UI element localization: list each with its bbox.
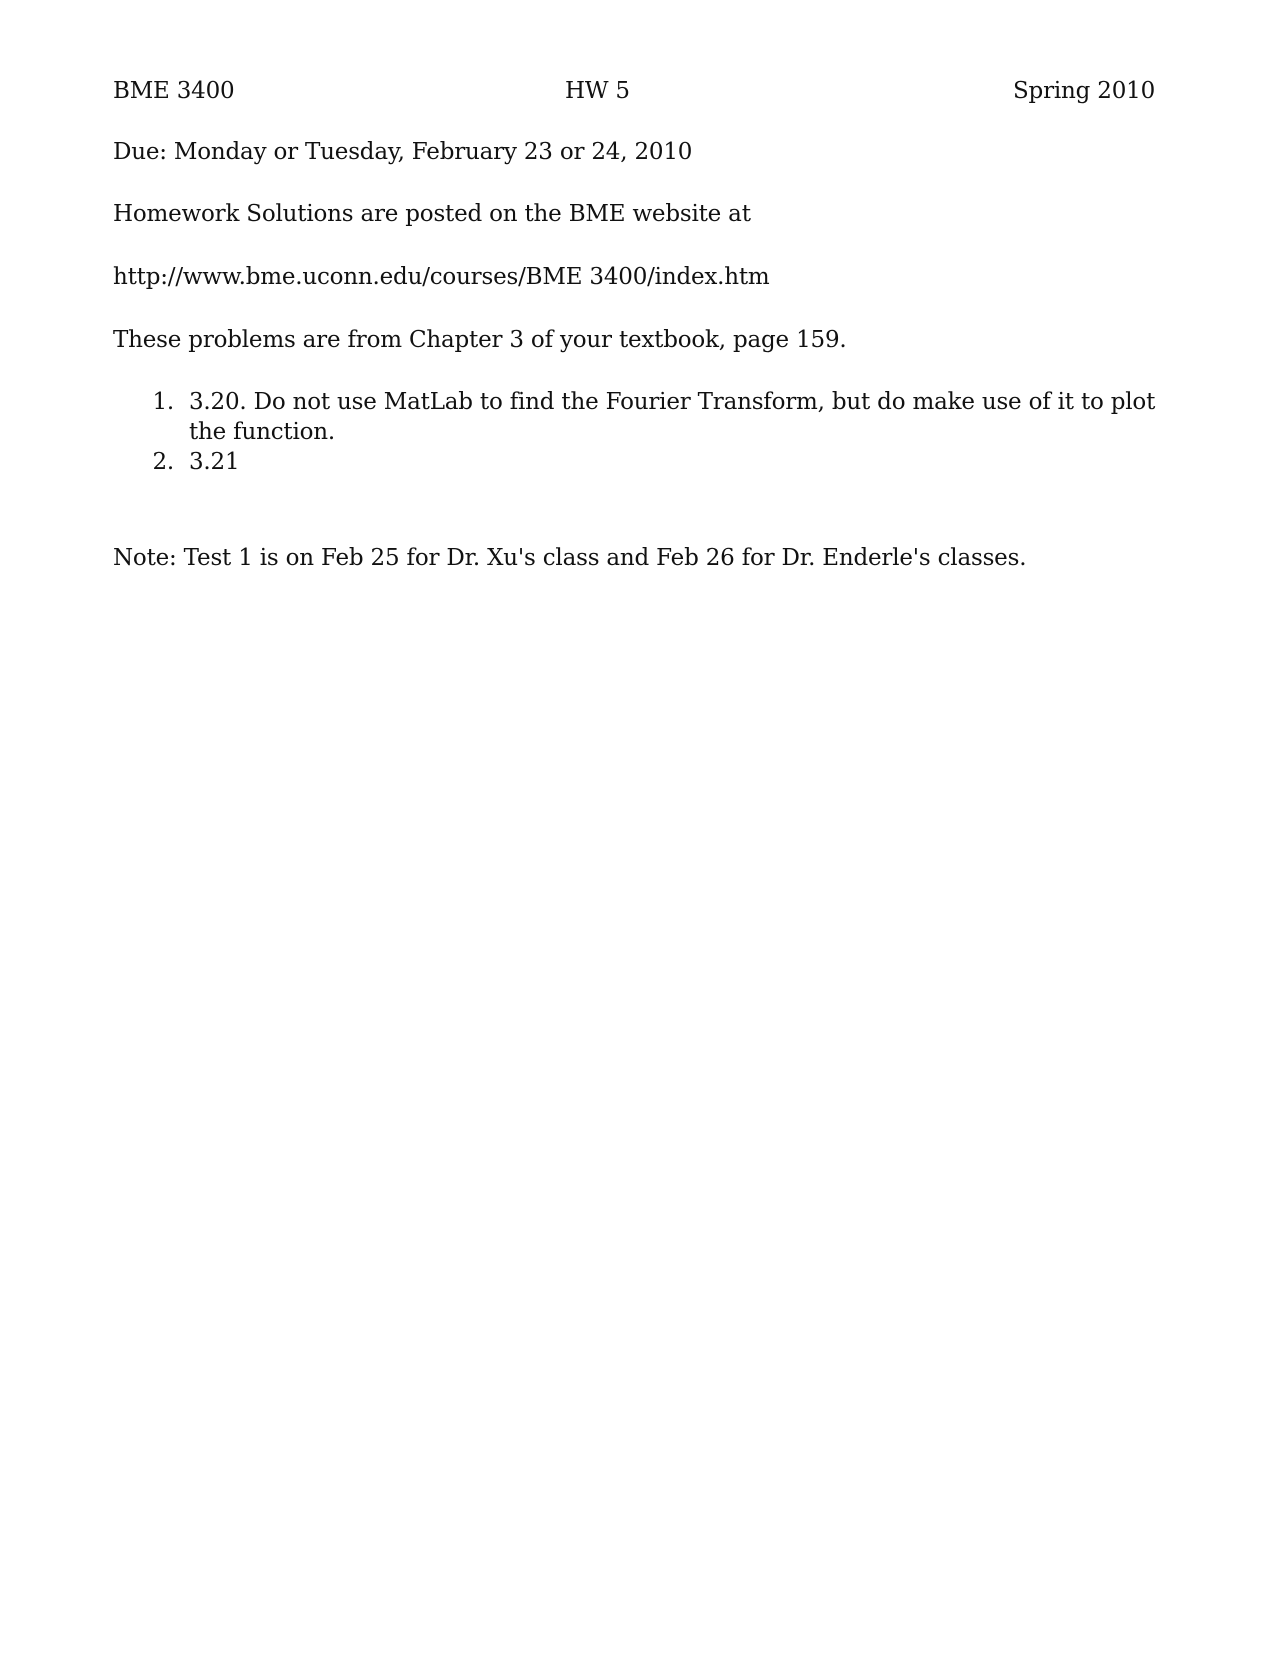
list-item-number: 2. xyxy=(152,449,174,475)
problem-source: These problems are from Chapter 3 of your textbook, page 159. xyxy=(113,327,847,353)
course-code: BME 3400 xyxy=(113,78,235,104)
solutions-notice: Homework Solutions are posted on the BME website at xyxy=(113,201,751,227)
list-item-number: 1. xyxy=(152,389,174,415)
list-item xyxy=(113,387,1173,447)
list-item-text: 3.21 xyxy=(189,449,240,475)
list-item xyxy=(113,447,1173,477)
problem-list xyxy=(113,387,1173,477)
due-date: Due: Monday or Tuesday, February 23 or 24, 2010 xyxy=(113,139,693,165)
test-note: Note: Test 1 is on Feb 25 for Dr. Xu's class and Feb 26 for Dr. Enderle's classes. xyxy=(113,545,1027,571)
solutions-url: http://www.bme.uconn.edu/courses/BME 3400/index.htm xyxy=(113,264,770,290)
list-item-text: 3.20. Do not use MatLab to find the Fourier Transform, but do make use of it to plot the function. xyxy=(189,389,1156,445)
term-label: Spring 2010 xyxy=(1013,78,1156,104)
assignment-title: HW 5 xyxy=(565,78,630,104)
